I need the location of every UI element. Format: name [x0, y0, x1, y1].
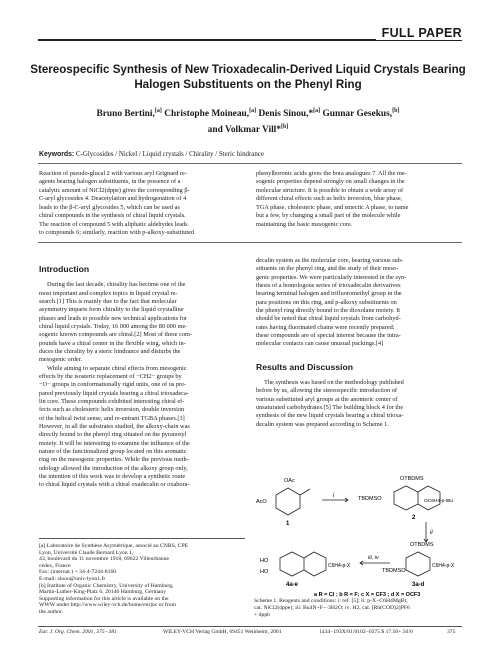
body-line: nature of the functionalized group located on this aromatic	[39, 447, 187, 455]
scheme-label: HO	[260, 569, 269, 575]
abstract-line: The reaction of compound 5 with aliphatic aldehydes leads	[39, 220, 188, 228]
abstract-line: catalytic amount of NiCl2(dppe) gives the corresponding β-	[39, 186, 190, 194]
abstract-line: sogenic properties depend strongly on small changes in the	[256, 178, 405, 186]
title-line: Halogen Substituents on the Phenyl Ring	[134, 78, 362, 91]
author-name: and Volkmar Vill*	[207, 124, 281, 135]
footer-rule	[38, 626, 462, 627]
caption-line: cat. NiCl2(dppe); iii: Bu4N+F−·3H2O; iv: H2, cat. [Rh(COD)2]PF6	[254, 604, 410, 611]
body-line: unsaturated carbohydrates.[5] The building block 4 for the	[256, 403, 404, 411]
footnotes	[39, 543, 245, 616]
abstract-top-rule	[38, 163, 462, 164]
body-line: stituents on the phenyl ring, and the study of their meso-	[256, 265, 399, 273]
abstract-line: leads to the β-C-aryl glycosides 5, which can be used as	[39, 203, 180, 211]
abstract-line: molecular structure. It is possible to obtain a wide array of	[256, 186, 404, 194]
body-line: most important and complex topics in liquid crystal re-	[39, 289, 178, 297]
body-line: sogenic known compounds are chiral.[2] Most of these com-	[39, 331, 193, 339]
footnote-line: [a] Laboratoire de Synthèse Asymétrique, associé au CNRS, CPE	[39, 543, 189, 549]
footnote-line: Martin-Luther-King-Platz 6, 20146 Hamburg, Germany	[39, 589, 167, 596]
body-line: molecular contacts can cause unusual packings.[4]	[256, 340, 384, 348]
footnote-line: WWW under http://www.wiley-vch.de/home/eurjoc or from	[39, 602, 176, 609]
body-line: rates having fluorinated chains were recently prepared;	[256, 323, 395, 331]
body-line: genic properties. We were particularly interested in the syn-	[256, 273, 407, 281]
footnote-line: 43, boulevard du 11 novembre 1918, 69622 Villeurbanne	[39, 556, 169, 563]
body-line: ring on the mesogenic properties. While the previous meth-	[39, 456, 189, 464]
author-list	[40, 105, 456, 136]
author-affiliation: [b]	[280, 123, 289, 130]
footnote-line: Fax: (internat.) + 34-4-7244-8160	[39, 569, 117, 576]
body-line: should be noted that chiral liquid crystals from carbohyd-	[256, 315, 401, 323]
header-label: FULL PAPER	[376, 26, 462, 40]
compound-number: 1	[286, 521, 290, 527]
author-affiliation: [a]	[249, 108, 257, 114]
compound-number: 4a-e	[286, 582, 299, 588]
body-line: lin core. These compounds exhibited interesting chiral ef-	[39, 397, 185, 405]
right-column	[256, 257, 462, 429]
author-name: Bruno Bertini,	[96, 109, 155, 120]
abstract-line: phenylboronic acids gives the bora analogues 7. All the me-	[256, 170, 407, 177]
body-line: mesogenic order.	[39, 356, 83, 364]
body-line: of the helical twist sense, and re-entrant TGBA phases.[3]	[39, 414, 185, 422]
body-line: odology allowed the introduction of the alkoxy group only,	[39, 464, 188, 472]
keywords-text: C-Glycosides / Nickel / Liquid crystals / Chirality / Steric hindrance	[75, 151, 264, 158]
body-line: asymmetry imparts form chirality to the liquid crystalline	[39, 306, 184, 314]
footnote-line: Lyon, Université Claude Bernard Lyon 1,	[39, 549, 134, 556]
footnote-line: E-mail: sinou@univ-lyon1.fr	[39, 575, 106, 582]
scheme-label: C6H4-p-X	[328, 563, 351, 569]
author-affiliation: [a]	[313, 108, 321, 114]
body-line: the phenyl ring directly bound to the dioxolane moiety. It	[256, 306, 401, 314]
body-line: para positions on this ring, and p-alkoxy substituents on	[256, 298, 397, 306]
scheme-1-figure	[254, 470, 464, 598]
reagent-label: i	[333, 493, 335, 499]
footer-publisher: WILEY-VCH Verlag GmbH, 69451 Weinheim, 2001	[163, 629, 282, 635]
body-line: search.[1] This is mainly due to the fact that molecular	[39, 297, 177, 305]
abstract-line: Reaction of pseudo-glucal 2 with various aryl Grignard re-	[39, 170, 187, 177]
author-name: Denis Sinou,*	[258, 109, 314, 120]
scheme-caption	[254, 598, 464, 618]
section-heading: Results and Discussion	[256, 361, 353, 372]
footnote-line: [b] Institute of Organic Chemistry, University of Hamburg,	[39, 582, 174, 589]
body-line: The synthesis was based on the methodology published	[264, 378, 404, 386]
body-line: thesis of a homologous series of trioxadecalin derivatives	[256, 281, 401, 289]
scheme-label: OTBDMS	[410, 542, 434, 548]
body-line: moiety. It will be interesting to examine the influence of the	[39, 439, 190, 447]
scheme-label: TBDMSO	[382, 568, 406, 574]
body-line: various substituted aryl groups at the anomeric center of	[256, 395, 398, 403]
body-line: While aiming to separate chiral effects from mesogenic	[47, 364, 187, 372]
body-line: synthesis of the new liquid crystals bearing a chiral trioxa-	[256, 412, 404, 420]
body-line: However, in all the substrates studied, the alkoxy-chain was	[39, 422, 190, 430]
scheme-label: AcO	[256, 499, 267, 505]
caption-line: Scheme 1. Reagents and conditions: i: ref. [5]; ii: p-X−C6H4MgBr,	[254, 598, 408, 604]
scheme-label: TBDMSO	[358, 496, 382, 502]
scheme-label: HO	[260, 558, 269, 564]
abstract-line: chiral compounds in the synthesis of chiral liquid crystals.	[39, 212, 186, 220]
abstract-right	[256, 170, 462, 229]
body-line: fects such as cholesteric helix inversion, double inversion	[39, 406, 185, 414]
author-affiliation: [a]	[154, 108, 162, 114]
keywords	[39, 150, 469, 159]
abstract-line: agents bearing halogen substituents, in the presence of a	[39, 178, 181, 186]
abstract-left	[39, 170, 245, 238]
scheme-label: OTBDMS	[400, 476, 424, 482]
scheme-legend: a R = Cl ; b R = F; c X = CF3 ; d X = OCF3	[314, 592, 421, 598]
scheme-label: C6H4-p-X	[432, 563, 455, 569]
body-line: pared previously liquid crystals bearing a chiral trioxadeca-	[39, 389, 189, 397]
abstract-line: maintaining the basic mesogenic core.	[256, 220, 353, 228]
footnote-line: cédex, France	[39, 562, 71, 569]
scheme-label: OC6H4-p-tBu	[424, 499, 454, 504]
body-line: duces the chirality by a steric hindrance and disturbs the	[39, 347, 181, 355]
body-line: decalin system was prepared according to Scheme 1.	[256, 420, 389, 428]
body-line: these compounds are of special interest because the intra-	[256, 331, 401, 339]
section-heading: Introduction	[39, 264, 90, 274]
body-line: −O− groups in conformationally rigid units, one of us pre-	[39, 381, 187, 389]
author-name: Gunnar Gesekus,	[322, 109, 393, 120]
reagent-label: iii, iv	[368, 555, 379, 561]
footer-issn: 1434−193X/01/0102−0375 $ 17.50+.50/0	[319, 629, 413, 635]
body-line: During the last decade, chirality has become one of the	[47, 281, 186, 289]
keywords-label: Keywords:	[39, 151, 75, 158]
article-title	[30, 62, 466, 92]
body-line: bearing terminal halogen and trifluoromethyl group in the	[256, 290, 402, 298]
footnote-line: Supporting information for this article is available on the	[39, 595, 169, 602]
abstract-bottom-rule	[38, 242, 462, 243]
body-line: chiral liquid crystals. Today, 16 000 among the 80 000 me-	[39, 322, 188, 330]
compound-number: 3a-d	[412, 582, 425, 588]
scheme-label: OAc	[284, 478, 295, 484]
body-line: to chiral liquid crystals with a chiral oxadecalin or oxabora-	[39, 481, 190, 489]
caption-line: + dppb	[254, 611, 271, 618]
abstract-line: to compounds 6; similarly, reaction with p-alkoxy-substituted	[39, 229, 195, 237]
abstract-line: but a few, by changing a small part of the molecule while	[256, 212, 401, 220]
abstract-line: TGA phase, cholesteric phase, and smectic A phase, to name	[256, 203, 409, 211]
body-line: effects by the isosteric replacement of −CH2− groups by	[39, 372, 182, 380]
body-line: the intention of this work was to develop a synthetic route	[39, 472, 186, 480]
body-line: before by us, allowing the stereospecific introduction of	[256, 387, 397, 395]
body-line: pounds have a chiral center in the flexible wing, which in-	[39, 339, 186, 347]
author-affiliation: [b]	[392, 108, 400, 114]
footnote-line: the author.	[39, 608, 64, 615]
compound-number: 2	[412, 515, 416, 521]
page-number: 375	[447, 629, 456, 635]
body-line: phases and leads to possible new technical applications for	[39, 314, 187, 322]
reagent-label: ii	[430, 530, 433, 536]
footnote-rule	[39, 538, 245, 539]
abstract-line: C-aryl glycosides 4. Deacetylation and hydrogenation of 4	[39, 195, 187, 203]
abstract-line: different chiral effects such as helix inversion, blue phase,	[256, 195, 403, 203]
footer-journal: Eur. J. Org. Chem. 2001, 375−381	[39, 629, 117, 635]
body-line: directly bound to the phenyl ring situated on the pyranosyl	[39, 431, 187, 439]
author-name: Christophe Moineau,	[164, 109, 250, 120]
title-line: Stereospecific Synthesis of New Trioxadecalin-Derived Liquid Crystals Bearing	[30, 63, 466, 76]
introduction-section	[39, 265, 245, 490]
body-line: decalin system as the molecular core, bearing various sub-	[256, 257, 404, 264]
